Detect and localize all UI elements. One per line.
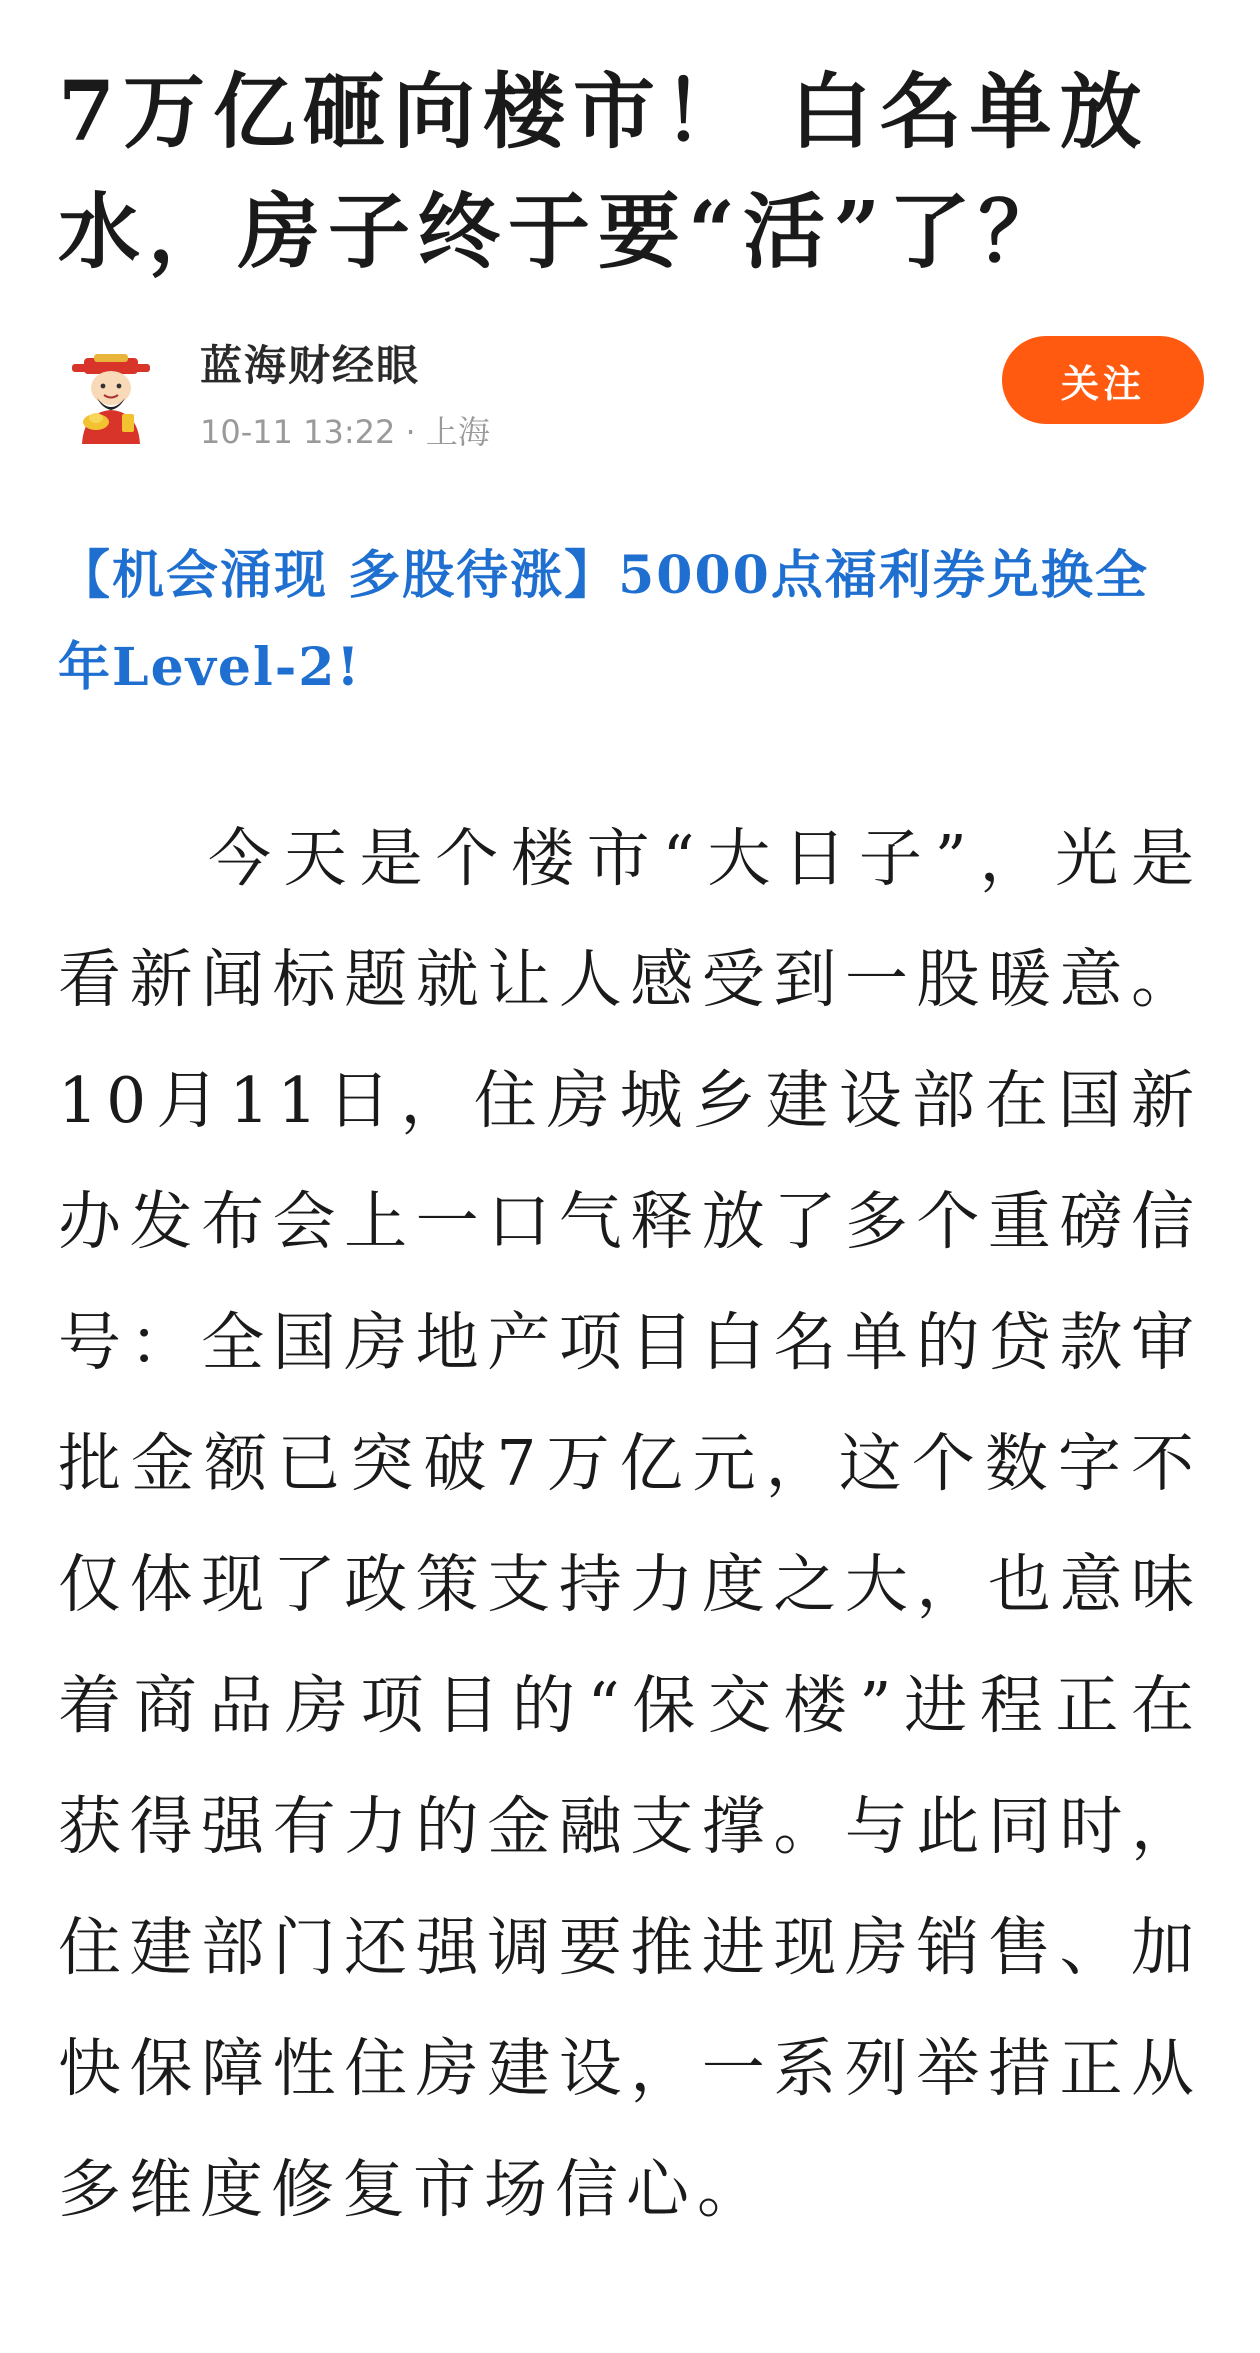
article-headline: 7万亿砸向楼市！ 白名单放水，房子终于要“活”了？ xyxy=(58,64,1150,280)
author-name[interactable]: 蓝海财经眼 xyxy=(200,341,421,390)
fortune-god-avatar-icon[interactable] xyxy=(70,352,152,448)
post-timestamp-location: 10-11 13:22 · 上海 xyxy=(200,413,490,451)
author-row xyxy=(58,334,1202,484)
article-page xyxy=(58,0,1202,2250)
promo-link[interactable]: 【机会涌现 多股待涨】5000点福利券兑换全年Level-2! xyxy=(58,545,1149,698)
article-body-paragraph: 今天是个楼市“大日子”，光是看新闻标题就让人感受到一股暖意。10月11日，住房城乡建设部在国新办发布会上一口气释放了多个重磅信号：全国房地产项目白名单的贷款审批金额已突破7万亿元，这个数字不仅体现了政策支持力度之大，也意味着商品房项目的“保交楼”进程正在获得强有力的金融支撑。与此同时，住建部门还强调要推进现房销售、加快保障性住房建设，一系列举措正从多维度修复市场信心。 xyxy=(58,822,1202,2226)
follow-button[interactable]: 关注 xyxy=(1002,336,1204,424)
